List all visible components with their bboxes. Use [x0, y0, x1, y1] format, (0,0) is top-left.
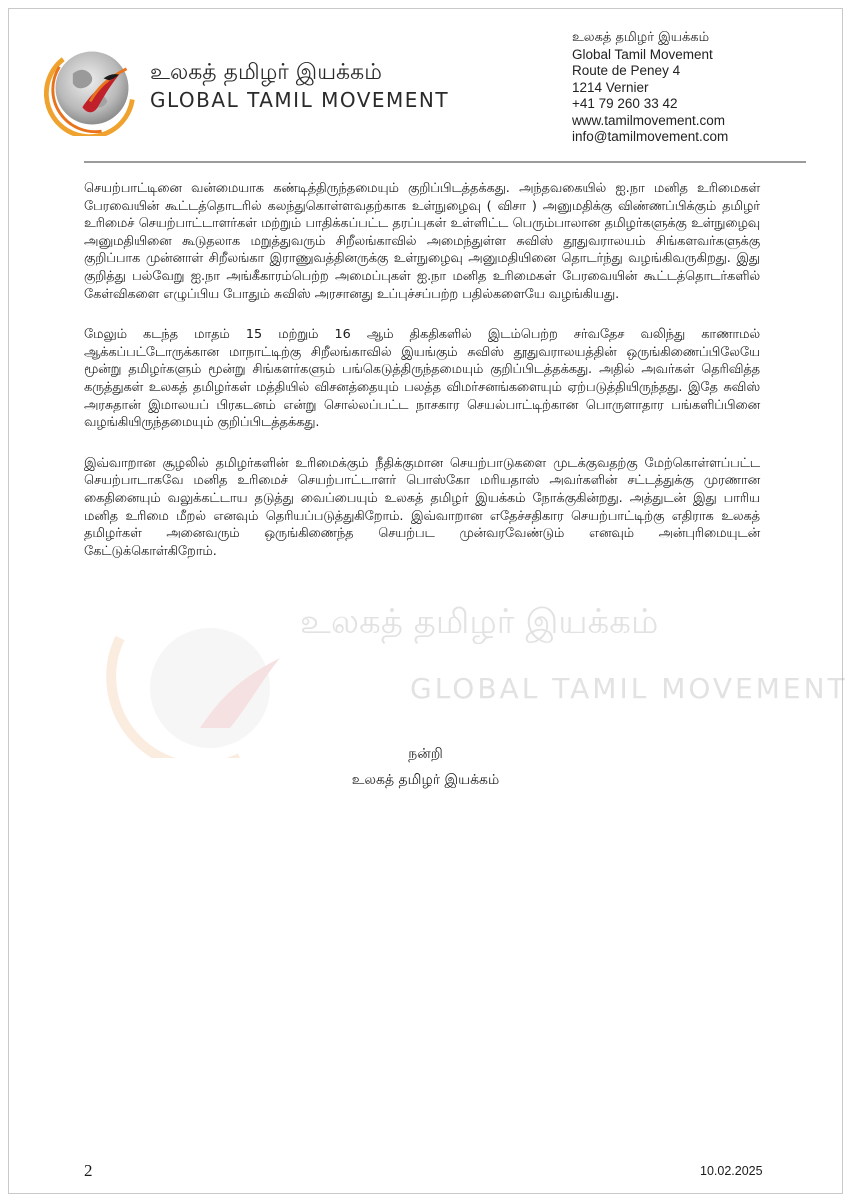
paragraph-1: செயற்பாட்டினை வன்மையாக கண்டித்திருந்தமையும் குறிப்பிடத்தக்கது. அந்தவகையில் ஐ.நா மனித உரிமைகள் பேரவையின் கூட்டத்தொடரில் கலந்துகொள்ளவதற்காக உள்நுழைவு ( விசா ) அனுமதிக்கு விண்ணப்பிக்கும் தமிழர் உரிமைச் செயற்பாட்டாளர்கள் மற்றும் பாதிக்கப்பட்ட தரப்புகள் உள்ளிட்ட பெரும்பாலான தமிழர்களுக்கு உள்நுழைவு அனுமதியினை கூடுதலாக மறுத்துவரும் சிறீலங்காவில் அமைந்துள்ள சுவிஸ் தூதுவராலயம் சிங்களவர்களுக்கு குறிப்பாக முன்னாள் சிறீலங்கா இராணுவத்தினருக்கு உள்நுழைவு அனுமதியினை தொடர்ந்து வழங்கிவருகிறது. இது குறித்து பல்வேறு ஐ.நா அங்கீகாரம்பெற்ற அமைப்புகள் ஐ.நா மனித உரிமைகள் பேரவையின் கூட்டத்தொடர்களில் கேள்விகளை எழுப்பிய போதும் சுவிஸ் அரசானது உப்புச்சப்பற்ற பதில்களையே வழங்கியது. [84, 181, 760, 302]
letter-body [84, 180, 760, 583]
watermark-tamil-text: உலகத் தமிழர் இயக்கம் [300, 602, 659, 642]
address-city: 1214 Vernier [572, 79, 649, 95]
address-street: Route de Peney 4 [572, 63, 681, 78]
address-email[interactable]: info@tamilmovement.com [572, 129, 729, 144]
paragraph-3: இவ்வாறான சூழலில் தமிழர்களின் உரிமைக்கும் நீதிக்குமான செயற்பாடுகளை முடக்குவதற்கு மேற்கொள்ளப்பட்ட செயற்பாடாகவே மனித உரிமைச் செயற்பாட்டாளர் பொஸ்கோ மரியதாஸ் அவர்களின் சட்டத்துக்கு முரணான கைதினையும் வலுக்கட்டாய தடுத்து வைப்பையும் உலகத் தமிழர் இயக்கம் நோக்குகின்றது. அத்துடன் இது பாரிய மனித உரிமை மீறல் எனவும் தெரியப்படுத்துகிறோம். இவ்வாறான எதேச்சதிகார செயற்பாட்டிற்கு எதிராக உலகத் தமிழர்கள் அனைவரும் ஒருங்கிணைந்த செயற்பட முன்வரவேண்டும் எனவும் அன்புரிமையுடன் கேட்டுக்கொள்கிறோம். [84, 455, 760, 559]
closing-signature: உலகத் தமிழர் இயக்கம் [351, 772, 500, 788]
document-date: 10.02.2025 [700, 1164, 763, 1178]
globe-bird-logo-icon [44, 40, 140, 136]
address-website[interactable]: www.tamilmovement.com [572, 112, 726, 128]
logo-tamil-text: உலகத் தமிழர் இயக்கம் [150, 60, 382, 85]
paragraph-2: மேலும் கடந்த மாதம் 15 மற்றும் 16 ஆம் திகதிகளில் இடம்பெற்ற சர்வதேச வலிந்து காணாமல் ஆக்கப்பட்டோருக்கான மாநாட்டிற்கு சிறீலங்காவில் இயங்கும் சுவிஸ் தூதுவராலயத்தின் ஒருங்கிணைப்பிலேயே மூன்று தமிழர்களும் மூன்று சிங்களர்களும் பங்கெடுத்திருந்தமையும் குறிப்பிடத்தக்கது. அதில் அவர்கள் தெரிவித்த கருத்துகள் உலகத் தமிழர்கள் மத்தியில் விசனத்தையும் பலத்த விமர்சனங்களையும் ஏற்படுத்தியிருந்தது. இதே சுவிஸ் அரசுதான் இமாலயப் பிரகடனம் என்று சொல்லப்பட்ட நாசகார செயல்பாட்டிற்கான பொருளாதார பங்களிப்பினை வழங்கியிருந்தமையும் குறிப்பிடத்தக்கது. [84, 327, 760, 431]
header-divider [84, 161, 806, 163]
closing-thanks: நன்றி [408, 746, 443, 762]
address-org-english: Global Tamil Movement [572, 46, 713, 62]
logo-english-text: GLOBAL TAMIL MOVEMENT [150, 88, 450, 112]
address-phone: +41 79 260 33 42 [572, 96, 678, 111]
address-org-tamil: உலகத் தமிழர் இயக்கம் [572, 30, 710, 45]
watermark-english-text: GLOBAL TAMIL MOVEMENT [410, 672, 848, 705]
page-number: 2 [84, 1161, 93, 1180]
address-block [572, 30, 728, 146]
